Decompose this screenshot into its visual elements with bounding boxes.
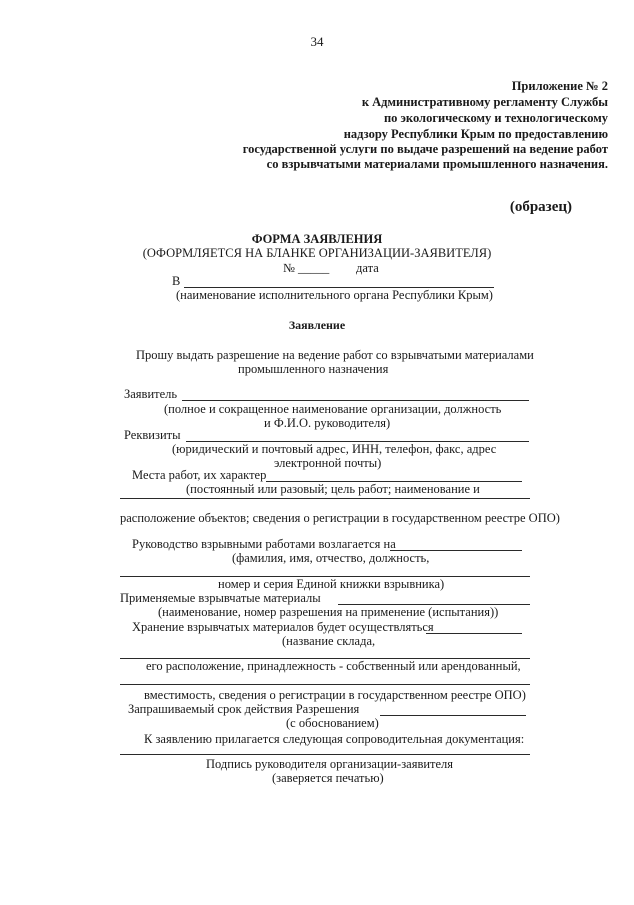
form-title: ФОРМА ЗАЯВЛЕНИЯ bbox=[251, 232, 383, 246]
attached-docs-field-line bbox=[120, 754, 530, 755]
management-hint-1: (фамилия, имя, отчество, должность, bbox=[232, 551, 430, 565]
workplaces-label: Места работ, их характер bbox=[132, 468, 267, 482]
form-number: № _____ bbox=[283, 261, 330, 275]
applicant-hint-2: и Ф.И.О. руководителя) bbox=[264, 416, 391, 430]
form-subtitle: (ОФОРМЛЯЕТСЯ НА БЛАНКЕ ОРГАНИЗАЦИИ-ЗАЯВИТЕЛЯ) bbox=[142, 246, 492, 260]
management-label: Руководство взрывными работами возлагается на bbox=[132, 537, 396, 551]
appendix-line-6: со взрывчатыми материалами промышленного назначения. bbox=[266, 157, 608, 171]
period-field-line bbox=[380, 715, 526, 716]
request-line-2: промышленного назначения bbox=[238, 362, 389, 376]
page-number: 34 bbox=[310, 34, 324, 49]
explosives-hint: (наименование, номер разрешения на применение (испытания)) bbox=[158, 605, 499, 619]
to-label: В bbox=[172, 274, 181, 288]
requisites-hint-1: (юридический и почтовый адрес, ИНН, телефон, факс, адрес bbox=[172, 442, 497, 456]
requisites-label: Реквизиты bbox=[124, 428, 181, 442]
requisites-hint-2: электронной почты) bbox=[274, 456, 382, 470]
applicant-label: Заявитель bbox=[124, 387, 178, 401]
period-label: Запрашиваемый срок действия Разрешения bbox=[128, 702, 360, 716]
storage-hint-2: его расположение, принадлежность - собственный или арендованный, bbox=[146, 659, 521, 673]
workplaces-hint-1: (постоянный или разовый; цель работ; наименование и bbox=[186, 482, 480, 496]
period-hint: (с обоснованием) bbox=[286, 716, 379, 730]
applicant-hint-1: (полное и сокращенное наименование организации, должность bbox=[164, 402, 502, 416]
appendix-line-4: надзору Республики Крым по предоставлению bbox=[343, 127, 608, 141]
storage-field-line-3 bbox=[120, 684, 530, 685]
request-line-1: Прошу выдать разрешение на ведение работ со взрывчатыми материалами bbox=[136, 348, 534, 362]
storage-hint-3: вместимость, сведения о регистрации в государственном реестре ОПО) bbox=[144, 688, 526, 702]
form-date: дата bbox=[356, 261, 379, 275]
storage-label: Хранение взрывчатых материалов будет осуществляться bbox=[132, 620, 434, 634]
appendix-line-2: к Административному регламенту Службы bbox=[361, 95, 608, 109]
storage-hint-1: (название склада, bbox=[282, 634, 376, 648]
storage-field-line bbox=[426, 633, 522, 634]
signature-label: Подпись руководителя организации-заявителя bbox=[206, 757, 454, 771]
sample-label: (образец) bbox=[509, 199, 572, 215]
attached-docs-label: К заявлению прилагается следующая сопроводительная документация: bbox=[144, 732, 525, 746]
workplaces-hint-2: расположение объектов; сведения о регистрации в государственном реестре ОПО) bbox=[120, 511, 560, 525]
management-hint-2: номер и серия Единой книжки взрывника) bbox=[218, 577, 445, 591]
explosives-label: Применяемые взрывчатые материалы bbox=[120, 591, 321, 605]
applicant-field-line bbox=[182, 400, 529, 401]
appendix-line-3: по экологическому и технологическому bbox=[383, 111, 608, 125]
appendix-line-1: Приложение № 2 bbox=[511, 79, 608, 93]
to-hint: (наименование исполнительного органа Республики Крым) bbox=[176, 288, 493, 302]
appendix-line-5: государственной услуги по выдаче разрешений на ведение работ bbox=[242, 142, 608, 156]
statement-heading: Заявление bbox=[288, 318, 346, 332]
workplaces-field-line-2 bbox=[120, 498, 530, 499]
signature-hint: (заверяется печатью) bbox=[272, 771, 384, 785]
